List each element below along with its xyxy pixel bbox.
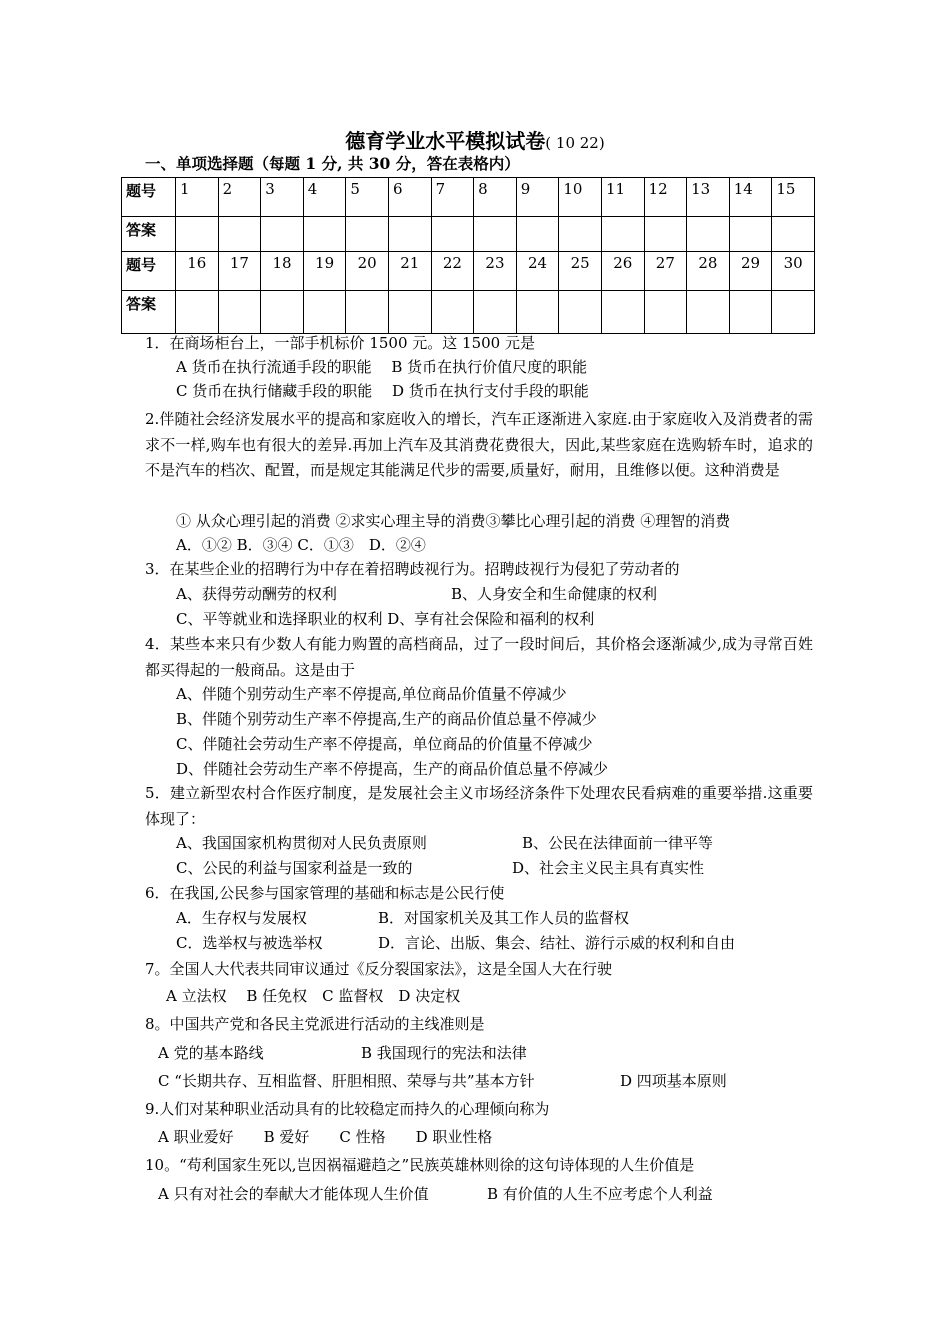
table-row xyxy=(122,252,815,291)
number-cell: 27 xyxy=(644,252,687,291)
number-cell: 17 xyxy=(218,252,261,291)
answer-cell[interactable] xyxy=(687,291,730,334)
option-b: B、公民在法律面前一律平等 xyxy=(522,834,714,852)
answer-cell[interactable] xyxy=(303,217,346,252)
question-stem: 4．某些本来只有少数人有能力购置的高档商品，过了一段时间后，其价格会逐渐减少,成为寻常百姓都买得起的一般商品。这是由于 xyxy=(145,635,813,679)
answer-cell[interactable] xyxy=(388,291,431,334)
option-c: C “长期共存、互相监督、肝胆相照、荣辱与共”基本方针 xyxy=(158,1072,535,1090)
answer-cell[interactable] xyxy=(559,291,602,334)
number-cell: 3 xyxy=(261,178,304,217)
answer-cell[interactable] xyxy=(516,291,559,334)
title-code: ( 10 22) xyxy=(545,134,605,152)
answer-cell[interactable] xyxy=(474,291,517,334)
option-a: A 党的基本路线 xyxy=(158,1044,264,1062)
answer-cell[interactable] xyxy=(601,217,644,252)
answer-cell[interactable] xyxy=(644,217,687,252)
number-cell: 24 xyxy=(516,252,559,291)
option-a: A、我国国家机构贯彻对人民负责原则 xyxy=(176,834,427,852)
answer-cell[interactable] xyxy=(601,291,644,334)
number-cell: 15 xyxy=(772,178,815,217)
question-stem: 8。中国共产党和各民主党派进行活动的主线准则是 xyxy=(145,1015,485,1033)
table-row xyxy=(122,291,815,334)
answer-cell[interactable] xyxy=(559,217,602,252)
option-c: C．选举权与被选举权 xyxy=(176,934,323,952)
table-row xyxy=(122,217,815,252)
answer-cell[interactable] xyxy=(729,217,772,252)
option-d: D、社会主义民主具有真实性 xyxy=(512,859,705,877)
answer-cell[interactable] xyxy=(346,291,389,334)
question-options: A 职业爱好 B 爱好 C 性格 D 职业性格 xyxy=(158,1128,493,1146)
option-d: D 四项基本原则 xyxy=(620,1072,727,1090)
question-stem: 5．建立新型农村合作医疗制度，是发展社会主义市场经济条件下处理农民看病难的重要举措.这重要体现了： xyxy=(145,784,813,828)
section-heading: 一、单项选择题（每题 1 分, 共 30 分，答在表格内） xyxy=(145,154,520,173)
number-cell: 23 xyxy=(474,252,517,291)
table-row xyxy=(122,178,815,217)
answer-cell[interactable] xyxy=(261,291,304,334)
answer-cell[interactable] xyxy=(176,217,219,252)
option-d: D．言论、出版、集会、结社、游行示威的权利和自由 xyxy=(378,934,736,952)
page-title xyxy=(0,125,950,154)
number-cell: 11 xyxy=(601,178,644,217)
option-b: B 我国现行的宪法和法律 xyxy=(361,1044,527,1062)
question-stem: 7。全国人大代表共同审议通过《反分裂国家法》，这是全国人大在行驶 xyxy=(145,960,613,978)
question-items: ① 从众心理引起的消费 ②求实心理主导的消费③攀比心理引起的消费 ④理智的消费 xyxy=(176,512,731,530)
question-stem: 9.人们对某种职业活动具有的比较稳定而持久的心理倾向称为 xyxy=(145,1100,550,1118)
answer-cell[interactable] xyxy=(729,291,772,334)
answer-cell[interactable] xyxy=(687,217,730,252)
answer-cell[interactable] xyxy=(431,217,474,252)
answer-cell[interactable] xyxy=(388,217,431,252)
number-cell: 22 xyxy=(431,252,474,291)
number-cell: 2 xyxy=(218,178,261,217)
answer-cell[interactable] xyxy=(516,217,559,252)
option-a: A 只有对社会的奉献大才能体现人生价值 xyxy=(158,1185,429,1203)
title-main: 德育学业水平模拟试卷 xyxy=(345,129,546,153)
answer-cell[interactable] xyxy=(772,291,815,334)
option-a: A．生存权与发展权 xyxy=(176,909,307,927)
answer-cell[interactable] xyxy=(218,291,261,334)
number-cell: 20 xyxy=(346,252,389,291)
number-cell: 7 xyxy=(431,178,474,217)
question-options: A 货币在执行流通手段的职能 B 货币在执行价值尺度的职能 xyxy=(176,358,588,376)
question-options: A．①② B．③④ C．①③ D．②④ xyxy=(176,536,426,554)
answer-table xyxy=(121,177,815,334)
option-b: B、人身安全和生命健康的权利 xyxy=(451,585,658,603)
number-cell: 19 xyxy=(303,252,346,291)
option-b: B、伴随个别劳动生产率不停提高,生产的商品价值总量不停减少 xyxy=(176,710,597,728)
number-cell: 26 xyxy=(601,252,644,291)
option-c: C、公民的利益与国家利益是一致的 xyxy=(176,859,413,877)
number-cell: 16 xyxy=(176,252,219,291)
answer-cell[interactable] xyxy=(346,217,389,252)
answer-cell[interactable] xyxy=(772,217,815,252)
answer-cell[interactable] xyxy=(431,291,474,334)
question-options: A 立法权 B 任免权 C 监督权 D 决定权 xyxy=(166,987,461,1005)
number-cell: 12 xyxy=(644,178,687,217)
answer-cell[interactable] xyxy=(218,217,261,252)
question-stem: 3．在某些企业的招聘行为中存在着招聘歧视行为。招聘歧视行为侵犯了劳动者的 xyxy=(145,560,680,578)
answer-cell[interactable] xyxy=(644,291,687,334)
number-cell: 5 xyxy=(346,178,389,217)
option-b: B 有价值的人生不应考虑个人利益 xyxy=(487,1185,713,1203)
number-cell: 1 xyxy=(176,178,219,217)
option-c: C、伴随社会劳动生产率不停提高，单位商品的价值量不停减少 xyxy=(176,735,593,753)
option-a: A、伴随个别劳动生产率不停提高,单位商品价值量不停减少 xyxy=(176,685,567,703)
number-cell: 29 xyxy=(729,252,772,291)
answer-cell[interactable] xyxy=(176,291,219,334)
number-cell: 6 xyxy=(388,178,431,217)
option-cd: C、平等就业和选择职业的权利 D、享有社会保险和福利的权利 xyxy=(176,610,595,628)
answer-cell[interactable] xyxy=(474,217,517,252)
option-b: B．对国家机关及其工作人员的监督权 xyxy=(378,909,630,927)
number-cell: 18 xyxy=(261,252,304,291)
question-stem: 10。“苟利国家生死以,岂因祸福避趋之”民族英雄林则徐的这句诗体现的人生价值是 xyxy=(145,1156,695,1174)
number-cell: 13 xyxy=(687,178,730,217)
number-cell: 28 xyxy=(687,252,730,291)
answer-cell[interactable] xyxy=(261,217,304,252)
number-label: 题号 xyxy=(122,178,176,217)
number-cell: 25 xyxy=(559,252,602,291)
option-a: A、获得劳动酬劳的权利 xyxy=(176,585,337,603)
number-cell: 30 xyxy=(772,252,815,291)
number-cell: 21 xyxy=(388,252,431,291)
number-cell: 10 xyxy=(559,178,602,217)
number-cell: 8 xyxy=(474,178,517,217)
number-cell: 9 xyxy=(516,178,559,217)
answer-label: 答案 xyxy=(122,291,176,334)
option-d: D、伴随社会劳动生产率不停提高，生产的商品价值总量不停减少 xyxy=(176,760,609,778)
answer-cell[interactable] xyxy=(303,291,346,334)
question-stem: 2.伴随社会经济发展水平的提高和家庭收入的增长，汽车正逐渐进入家庭.由于家庭收入及消费者的需求不一样,购车也有很大的差异.再加上汽车及其消费花费很大，因此,某些家庭在选购轿车时，追求的不是汽车的档次、配置，而是规定其能满足代步的需要,质量好，耐用，且维修以便。这种消费是 xyxy=(145,410,813,479)
number-cell: 14 xyxy=(729,178,772,217)
number-label: 题号 xyxy=(122,252,176,291)
answer-label: 答案 xyxy=(122,217,176,252)
question-stem: 1．在商场柜台上，一部手机标价 1500 元。这 1500 元是 xyxy=(145,334,535,352)
question-options: C 货币在执行储藏手段的职能 D 货币在执行支付手段的职能 xyxy=(176,382,589,400)
number-cell: 4 xyxy=(303,178,346,217)
question-stem: 6．在我国,公民参与国家管理的基础和标志是公民行使 xyxy=(145,884,505,902)
